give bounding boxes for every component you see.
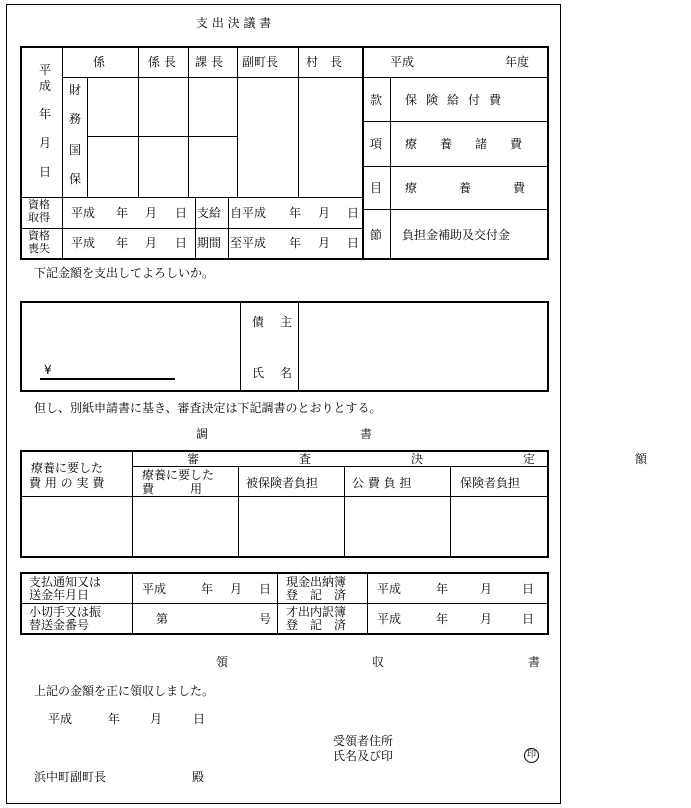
approval-date-char: 成	[38, 79, 51, 93]
check-no-label: 小切手又は振	[29, 605, 102, 619]
seal-icon: 印	[524, 748, 539, 763]
approval-date-char: 年	[38, 107, 51, 121]
row-label-zaimu: 財	[68, 83, 81, 97]
decision-col-cost: 費 用	[142, 482, 203, 496]
notice-date-label: 支払通知又は	[29, 575, 102, 589]
lost-date-month: 月	[145, 236, 158, 250]
budget-label-kan: 款	[370, 93, 383, 107]
cash-book-month: 月	[480, 582, 493, 596]
period-from: 自平成	[230, 206, 267, 220]
budget-value-kou: 療養諸費	[405, 137, 546, 151]
notice-date-month: 月	[230, 582, 243, 596]
notice-date-label: 送金年月日	[29, 588, 90, 602]
lost-date-day: 日	[175, 236, 188, 250]
receipt-date-day: 日	[193, 712, 206, 726]
lost-date-year: 年	[116, 236, 129, 250]
period-to: 至平成	[230, 236, 267, 250]
lost-label: 資格	[28, 229, 50, 242]
detail-book-year: 年	[436, 612, 449, 626]
row-label-kokuho: 国	[68, 143, 81, 157]
acquired-date-era: 平成	[71, 206, 96, 220]
decision-col-insurer: 保険者負担	[460, 476, 521, 490]
period-to-month: 月	[318, 236, 331, 250]
budget-label-setsu: 節	[370, 228, 383, 242]
detail-book-label: 登 記 済	[286, 618, 347, 632]
period-to-year: 年	[289, 236, 302, 250]
acquired-date-month: 月	[145, 206, 158, 220]
check-no-dai: 第	[156, 612, 169, 626]
row-label-kokuho: 保	[68, 172, 81, 186]
acquired-label: 資格	[28, 198, 50, 211]
proviso-text: 但し、別紙申請書に基き、審査決定は下記調書のとおりとする。	[34, 401, 382, 415]
decision-col-insured: 被保険者負担	[246, 476, 319, 490]
receiver-name-label: 氏名及び印	[333, 749, 394, 763]
col-kacho: 課 長	[195, 55, 223, 69]
row-label-zaimu: 務	[68, 112, 81, 126]
receiver-address-label: 受領者住所	[333, 734, 394, 748]
detail-book-label: 才出内訳簿	[286, 605, 347, 619]
fiscal-year-prefix: 平成	[390, 55, 415, 69]
receipt-date-month: 月	[150, 712, 163, 726]
confirm-text: 下記金額を支出してよろしいか。	[34, 266, 215, 280]
cash-book-era: 平成	[377, 582, 402, 596]
budget-value-kan: 保険給付費	[405, 93, 511, 107]
receipt-title: 領 収 書	[216, 655, 607, 669]
yen-sign: ¥	[44, 363, 52, 377]
approval-date-char: 月	[38, 136, 51, 150]
notice-date-day: 日	[259, 582, 272, 596]
period-from-year: 年	[289, 206, 302, 220]
budget-value-moku: 療養費	[405, 181, 568, 195]
check-no-label: 替送金番号	[29, 618, 90, 632]
actual-cost-label: 費 用 の 実 費	[29, 476, 105, 490]
cash-book-day: 日	[522, 582, 535, 596]
col-fukuchocho: 副町長	[242, 55, 279, 69]
period-label: 支給	[197, 206, 222, 220]
period-label: 期間	[197, 236, 222, 250]
detail-book-era: 平成	[377, 612, 402, 626]
approval-date-char: 平	[38, 63, 51, 77]
survey-title: 調 書	[196, 427, 443, 441]
period-from-day: 日	[347, 206, 360, 220]
decision-col-cost: 療養に要した	[142, 468, 215, 482]
receipt-date-era: 平成	[48, 712, 73, 726]
receipt-date-year: 年	[108, 712, 121, 726]
addressee: 浜中町副町長	[34, 770, 107, 784]
decision-col-public: 公 費 負 担	[352, 476, 412, 490]
lost-label: 喪失	[28, 242, 50, 255]
notice-date-year: 年	[201, 582, 214, 596]
detail-book-day: 日	[522, 612, 535, 626]
name-label: 名	[280, 366, 293, 380]
col-soncho: 村 長	[306, 55, 343, 69]
name-label: 氏	[252, 366, 265, 380]
acquired-date-year: 年	[116, 206, 129, 220]
col-kakari: 係	[93, 55, 106, 69]
approval-date-char: 日	[38, 165, 51, 179]
cash-book-label: 登 記 済	[286, 588, 347, 602]
budget-label-kou: 項	[370, 137, 383, 151]
receipt-text: 上記の金額を正に領収しました。	[34, 684, 215, 698]
period-from-month: 月	[318, 206, 331, 220]
page-title: 支 出 決 議 書	[196, 16, 272, 30]
check-no-go: 号	[259, 612, 272, 626]
budget-value-setsu: 負担金補助及交付金	[402, 228, 511, 242]
creditor-label: 債	[252, 315, 265, 329]
creditor-label: 主	[280, 315, 293, 329]
acquired-date-day: 日	[175, 206, 188, 220]
cash-book-label: 現金出納簿	[286, 575, 347, 589]
amount-line	[40, 378, 175, 380]
honorific: 殿	[192, 770, 205, 784]
fiscal-year-suffix: 年度	[505, 55, 530, 69]
cash-book-year: 年	[436, 582, 449, 596]
acquired-label: 取得	[28, 211, 50, 224]
period-to-day: 日	[347, 236, 360, 250]
actual-cost-label: 療養に要した	[31, 461, 104, 475]
decision-header: 審 査 決 定 額	[187, 452, 691, 466]
budget-label-moku: 目	[370, 181, 383, 195]
notice-date-era: 平成	[142, 582, 167, 596]
col-kakaricho: 係 長	[148, 55, 176, 69]
lost-date-era: 平成	[71, 236, 96, 250]
detail-book-month: 月	[480, 612, 493, 626]
